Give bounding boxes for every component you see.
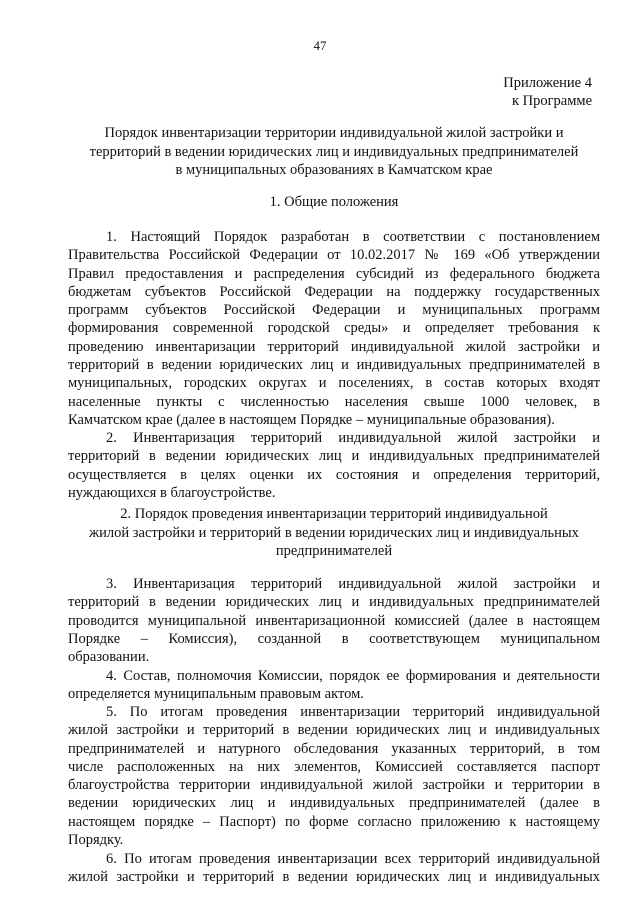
paragraph-line: числе расположенных на них элементов, Комиссией составляется паспорт bbox=[68, 758, 600, 775]
paragraph-line: жилой застройки и территорий в ведении юридических лиц и индивидуальных bbox=[68, 869, 600, 886]
paragraph-line: настоящем порядке – Паспорт) по форме согласно приложению к настоящему bbox=[68, 813, 600, 830]
title-line-3: в муниципальных образованиях в Камчатском крае bbox=[175, 162, 493, 178]
title-line-1: Порядок инвентаризации территории индивидуальной жилой застройки и bbox=[104, 125, 564, 141]
section-2-heading bbox=[68, 505, 600, 561]
page-number: 47 bbox=[313, 38, 327, 53]
paragraph-3 bbox=[68, 575, 600, 666]
paragraph-1 bbox=[68, 228, 600, 429]
paragraph-line: 3. Инвентаризация территорий индивидуальной жилой застройки и bbox=[106, 576, 600, 592]
paragraph-line: территорий в ведении юридических лиц и индивидуальных предпринимателей bbox=[68, 594, 600, 611]
paragraph-line: ведении юридических лиц и индивидуальных предпринимателей (далее в bbox=[68, 795, 600, 812]
paragraph-4 bbox=[68, 667, 600, 704]
title-line-2: территорий в ведении юридических лиц и индивидуальных предпринимателей bbox=[89, 143, 579, 160]
appendix-line-1: Приложение 4 bbox=[503, 75, 592, 91]
paragraph-line: программ субъектов Российской Федерации и муниципальных программ bbox=[68, 302, 600, 319]
section-1-heading-text: 1. Общие положения bbox=[269, 194, 399, 210]
document-title bbox=[68, 124, 600, 180]
appendix-label bbox=[503, 74, 592, 110]
section-2-heading-line-2: жилой застройки и территорий в ведении юридических лиц и индивидуальных bbox=[89, 524, 579, 541]
paragraph-line: образовании. bbox=[68, 649, 150, 666]
paragraph-line: 4. Состав, полномочия Комиссии, порядок ее формирования и деятельности bbox=[106, 668, 600, 684]
paragraph-5 bbox=[68, 703, 600, 849]
appendix-line-2: к Программе bbox=[511, 93, 592, 109]
paragraph-line: территорий в ведении юридических лиц и индивидуальных предпринимателей bbox=[68, 448, 600, 465]
paragraph-line: бюджетам субъектов Российской Федерации на поддержку государственных bbox=[68, 283, 600, 300]
paragraph-line: Порядку. bbox=[68, 832, 124, 849]
section-1-heading bbox=[68, 193, 600, 212]
paragraph-line: Камчатском крае (далее в настоящем Порядке – муниципальные образования). bbox=[68, 411, 555, 428]
paragraph-line: проведению инвентаризации территорий индивидуальной жилой застройки и bbox=[68, 338, 600, 355]
paragraph-line: нуждающихся в благоустройстве. bbox=[68, 484, 276, 501]
paragraph-line: определяется муниципальным правовым актом. bbox=[68, 686, 364, 703]
section-2-heading-line-1: 2. Порядок проведения инвентаризации территорий индивидуальной bbox=[120, 506, 548, 522]
paragraph-line: 6. По итогам проведения инвентаризации всех территорий индивидуальной bbox=[106, 851, 600, 867]
paragraph-line: муниципальных, городских округах и поселениях, в состав которых входят bbox=[68, 375, 600, 392]
paragraph-6 bbox=[68, 850, 600, 887]
paragraph-line: Порядке – Комиссия), созданной в соответствующем муниципальном bbox=[68, 630, 600, 647]
paragraph-line: жилой застройки и территорий в ведении юридических лиц и индивидуальных bbox=[68, 722, 600, 739]
section-2-heading-line-3: предпринимателей bbox=[275, 543, 393, 559]
paragraph-line: осуществляется в целях оценки их состояния и определения территорий, bbox=[68, 466, 600, 483]
paragraph-line: 2. Инвентаризация территорий индивидуальной жилой застройки и bbox=[106, 430, 600, 446]
paragraph-line: Правил предоставления и распределения субсидий из федерального бюджета bbox=[68, 265, 600, 282]
paragraph-line: предпринимателей и натурного обследования указанных территорий, в том bbox=[68, 740, 600, 757]
paragraph-line: формирования современной городской среды» и определяет требования к bbox=[68, 320, 600, 337]
paragraph-line: населенные пункты с численностью населения свыше 1000 человек, в bbox=[68, 393, 600, 410]
paragraph-line: 5. По итогам проведения инвентаризации территорий индивидуальной bbox=[106, 704, 600, 720]
paragraph-line: территорий в ведении юридических лиц и индивидуальных предпринимателей в bbox=[68, 357, 600, 374]
paragraph-line: проводится муниципальной инвентаризационной комиссией (далее в настоящем bbox=[68, 612, 600, 629]
paragraph-line: благоустройства территории индивидуальной жилой застройки и территории в bbox=[68, 777, 600, 794]
paragraph-line: Правительства Российской Федерации от 10.02.2017 № 169 «Об утверждении bbox=[68, 247, 600, 264]
paragraph-2 bbox=[68, 429, 600, 502]
paragraph-line: 1. Настоящий Порядок разработан в соответствии с постановлением bbox=[106, 229, 600, 245]
